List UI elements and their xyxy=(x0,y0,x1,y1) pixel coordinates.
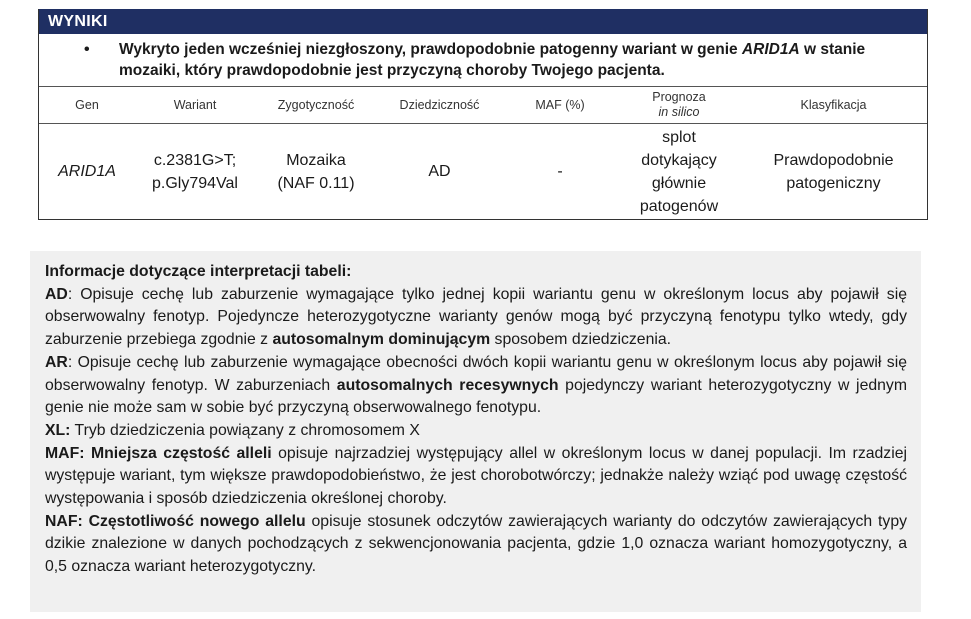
col-maf: MAF (%) xyxy=(502,87,618,124)
cell-classification: Prawdopodobnie patogeniczny xyxy=(740,124,927,220)
variant-table xyxy=(39,87,927,220)
col-inheritance: Dziedziczność xyxy=(377,87,502,124)
results-summary xyxy=(39,34,927,87)
info-title: Informacje dotyczące interpretacji tabeli: xyxy=(45,263,352,280)
info-xl: XL: Tryb dziedziczenia powiązany z chromosomem X xyxy=(45,421,420,439)
info-ar: AR: Opisuje cechę lub zaburzenie wymagające obecności dwóch kopii wariantu genu w określonym locus aby pojawił się obserwowalny fenotyp. W zaburzeniach autosomalnych recesywnych pojedynczy wariant heterozygotyczny w jednym genie nie może sam w sobie być przyczyną obserwowalnego fenotypu. xyxy=(45,353,907,417)
results-panel xyxy=(38,9,928,220)
bullet-icon: • xyxy=(84,41,90,58)
col-zygosity: Zygotyczność xyxy=(255,87,377,124)
info-naf: NAF: Częstotliwość nowego allelu opisuje stosunek odczytów zawierających warianty do odczytów zawierających typy dzikie znalezione w danych pochodzących z sekwencjonowania pacjenta, gdzie 1,0 oznacza wariant homozygotyczny, a 0,5 oznacza wariant heterozygotyczny. xyxy=(45,512,907,576)
col-variant: Wariant xyxy=(135,87,255,124)
table-header-row xyxy=(39,87,927,124)
info-maf: MAF: Mniejsza częstość alleli opisuje najrzadziej występujący allel w określonym locus w danej populacji. Im rzadziej występuje wariant, tym większe prawdopodobieństwo, że jest chorobotwórczy; jednakże należy wziąć pod uwagę częstość występowania i sposób dziedziczenia określonej choroby. xyxy=(45,444,907,508)
results-header: WYNIKI xyxy=(39,9,927,34)
cell-zygosity: Mozaika (NAF 0.11) xyxy=(255,124,377,220)
interpretation-info-box xyxy=(30,251,921,612)
cell-gene: ARID1A xyxy=(39,124,135,220)
col-gene: Gen xyxy=(39,87,135,124)
col-classification: Klasyfikacja xyxy=(740,87,927,124)
cell-prognosis: splot dotykający głównie patogenów xyxy=(618,124,740,220)
summary-text-1: Wykryto jeden wcześniej niezgłoszony, prawdopodobnie patogenny wariant w genie xyxy=(119,41,742,58)
cell-inheritance: AD xyxy=(377,124,502,220)
table-row xyxy=(39,124,927,220)
cell-maf: - xyxy=(502,124,618,220)
summary-text-2: w stanie mozaiki, który prawdopodobnie jest przyczyną choroby Twojego pacjenta. xyxy=(119,41,866,79)
col-prognosis: Prognoza in silico xyxy=(618,87,740,124)
info-ad: AD: Opisuje cechę lub zaburzenie wymagające tylko jednej kopii wariantu genu w określonym locus aby pojawił się obserwowalny fenotyp. Pojedyncze heterozygotyczne warianty genów mogą być przyczyną fenotypu tylko wtedy, gdy zaburzenie przebiega zgodnie z autosomalnym dominującym sposobem dziedziczenia. xyxy=(45,285,907,349)
summary-gene: ARID1A xyxy=(741,41,800,58)
cell-variant: c.2381G>T; p.Gly794Val xyxy=(135,124,255,220)
